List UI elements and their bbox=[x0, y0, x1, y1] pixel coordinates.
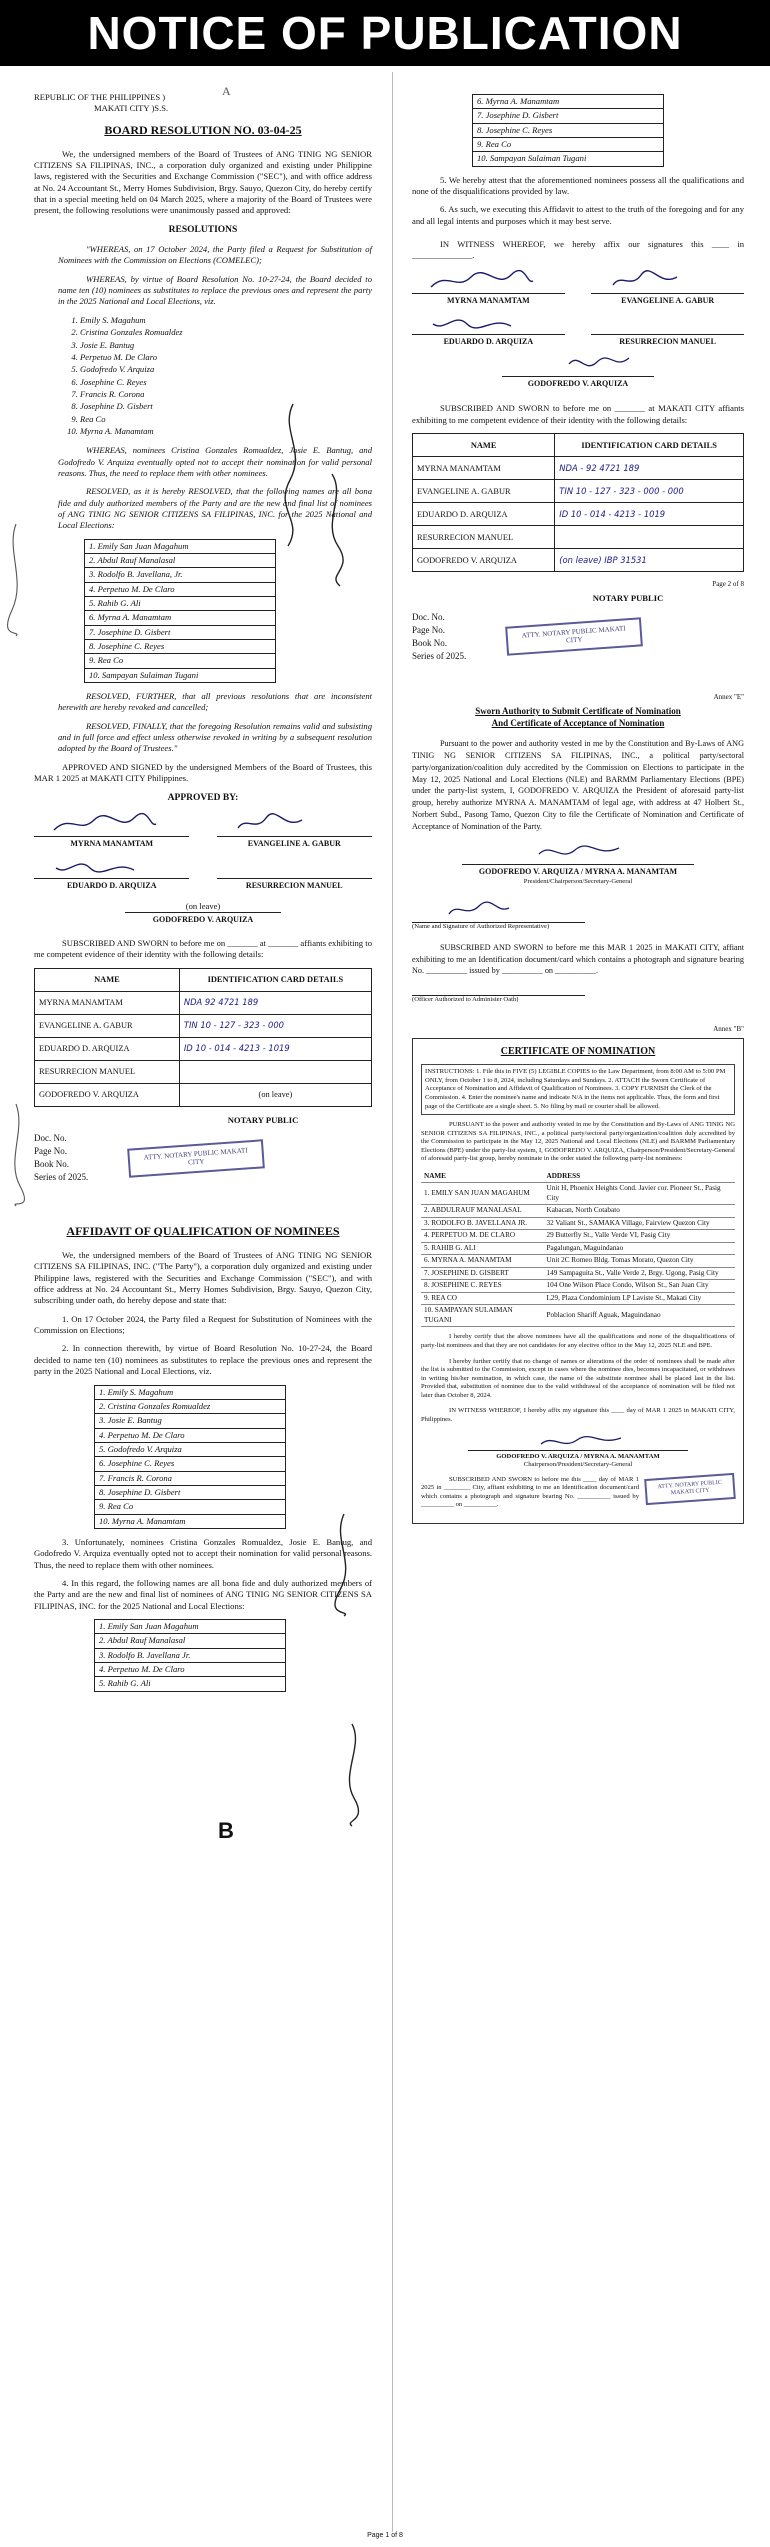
signatory-name: GODOFREDO V. ARQUIZA bbox=[125, 912, 280, 926]
signature-scribble-icon bbox=[591, 269, 744, 293]
table-cell bbox=[179, 1060, 371, 1083]
certificate-certify-1: I hereby certify that the above nominees have all the qualifications and none of the disqualifications of party-list nominees and that they are not candidates for any elective office in the May 12, 2025 NLE and BPE. bbox=[421, 1333, 735, 1349]
table-cell: 3. RODOLFO B. JAVELLANA JR. bbox=[421, 1217, 544, 1230]
page-footer: Page 1 of 8 bbox=[367, 2532, 403, 2539]
table-cell: GODOFREDO V. ARQUIZA bbox=[35, 1083, 180, 1106]
affidavit-item-5: 5. We hereby attest that the aforementioned nominees possess all the qualifications and none of the disqualifications provided by law. bbox=[412, 174, 744, 197]
whereas-3: WHEREAS, nominees Cristina Gonzales Romualdez, Josie E. Bantug, and Godofredo V. Arquiza eventually opted not to accept their nomination for valid personal reasons. Thus, the need to replace them with other nominees. bbox=[58, 445, 372, 478]
certificate-subscribed-block bbox=[421, 1476, 735, 1517]
certificate-witness: IN WITNESS WHEREOF, I hereby affix my signature this ____ day of MAR 1 2025 in MAKATI CITY, Philippines. bbox=[421, 1407, 735, 1423]
affidavit-item-4: 4. In this regard, the following names are all bona fide and duly authorized members of the Party and are the new and final list of nominees of ANG TINIG NG SENIOR CITIZENS SA FILIPINAS, INC. for the 2025 National and Local Elections: bbox=[34, 1577, 372, 1611]
signature-scribble-icon bbox=[512, 840, 744, 864]
signature-scribble-icon bbox=[515, 1432, 735, 1450]
signatory-name: GODOFREDO V. ARQUIZA bbox=[502, 376, 655, 390]
whereas-1: "WHEREAS, on 17 October 2024, the Party filed a Request for Substitution of Nominees with the Commission on Elections (COMELEC); bbox=[58, 244, 372, 266]
table-row bbox=[35, 991, 372, 1014]
sworn-authority-body: Pursuant to the power and authority vested in me by the Constitution and By-Laws of ANG TINIG NG SENIOR CITIZENS SA FILIPINAS, INC., a political party/sectoral party/organization/coalition duly accredited by the Commission on Elections to participate in the May 12, 2025 National and Local Elections (NLE) and BARMM Parliamentary Elections (BPE) under the party-list system, I, GODOFREDO V. ARQUIZA the President of aforesaid party-list group, hereby authorize MYRNA A. MANAMTAM of legal age, with address at 47 Holbert St., Norbert Subd., Pasong Tamo, Quezon City to file the Certificate of Nomination and Certificate of Acceptance of Nomination of the Party. bbox=[412, 738, 744, 832]
table-cell: 8. JOSEPHINE C. REYES bbox=[421, 1280, 544, 1293]
table-cell: GODOFREDO V. ARQUIZA bbox=[413, 549, 555, 572]
on-leave-note: (on leave) bbox=[185, 901, 221, 912]
signature-block bbox=[34, 812, 189, 850]
notary-block bbox=[412, 611, 744, 663]
officer-caption: (Officer Authorized to Administer Oath) bbox=[412, 995, 585, 1005]
margin-signature-icon bbox=[278, 400, 308, 550]
column-header: NAME bbox=[35, 968, 180, 991]
certificate-of-nomination bbox=[412, 1038, 744, 1524]
signatory-name: RESURRECION MANUEL bbox=[217, 878, 372, 892]
table-cell: Unit 2C Romeo Bldg. Tomas Morato, Quezon City bbox=[544, 1255, 735, 1268]
doc-line: Book No. bbox=[34, 1159, 70, 1170]
annex-e-label: Annex "E" bbox=[713, 692, 744, 701]
table-cell: EVANGELINE A. GABUR bbox=[413, 480, 555, 503]
margin-signature-icon bbox=[330, 1510, 360, 1620]
table-cell: TIN 10 - 127 - 323 - 000 bbox=[179, 1014, 371, 1037]
affidavit-intro: We, the undersigned members of the Board of Trustees of ANG TINIG NG SENIOR CITIZENS SA FILIPINAS, INC. ("The Party"), a corporation duly organized and existing under Philippine laws, registered with the Securities and Exchange Commission ("SEC"), and with office address at No. 24 Accountant St., Merry Homes Subdivision, Brgy. Sauyo, Quezon City, subscribing under oath, do hereby depose and state that: bbox=[34, 1250, 372, 1306]
column-header: IDENTIFICATION CARD DETAILS bbox=[555, 434, 744, 457]
list-item: 4. Perpetuo M. De Claro bbox=[95, 1663, 285, 1677]
table-row bbox=[35, 1014, 372, 1037]
signatory-name: RESURRECION MANUEL bbox=[591, 334, 744, 348]
affidavit-item-1: 1. On 17 October 2024, the Party filed a Request for Substitution of Nominees with the Commission on Elections; bbox=[34, 1313, 372, 1336]
signature-row-2 bbox=[34, 854, 372, 892]
notary-public-label: NOTARY PUBLIC bbox=[592, 593, 664, 604]
table-row bbox=[413, 480, 744, 503]
margin-signature-icon bbox=[4, 1100, 28, 1210]
signature-scribble-icon bbox=[34, 854, 189, 878]
table-row bbox=[421, 1280, 735, 1293]
resolved-2: RESOLVED, FURTHER, that all previous resolutions that are inconsistent herewith are hereby revoked and cancelled; bbox=[58, 691, 372, 713]
table-row bbox=[421, 1230, 735, 1243]
new-nominees-list bbox=[84, 539, 276, 683]
sworn-signatory-role: President/Chairperson/Secretary-General bbox=[523, 877, 633, 885]
doc-line: Book No. bbox=[412, 637, 448, 648]
annex-a-mark: A bbox=[222, 84, 231, 98]
affidavit-title: AFFIDAVIT OF QUALIFICATION OF NOMINEES bbox=[66, 1224, 340, 1239]
table-cell: 32 Valiant St., SAMAKA Village, Fairview Quezon City bbox=[544, 1217, 735, 1230]
list-item: 10. Sampayan Sulaiman Tugani bbox=[89, 669, 199, 680]
left-column bbox=[34, 78, 372, 1700]
table-cell: TIN 10 - 127 - 323 - 000 - 000 bbox=[555, 480, 744, 503]
notary-stamp: ATTY. NOTARY PUBLIC MAKATI CITY bbox=[644, 1473, 736, 1506]
signature-block bbox=[591, 310, 744, 348]
list-item: 9. Rea Co bbox=[473, 138, 663, 152]
table-cell: ID 10 - 014 - 4213 - 1019 bbox=[179, 1037, 371, 1060]
certificate-title: CERTIFICATE OF NOMINATION bbox=[500, 1046, 656, 1058]
certificate-subscribed: SUBSCRIBED AND SWORN to before me this ____ day of MAR 1 2025 in ________ City, affiant exhibiting to me an Identification document/card which contains a photograph and signature bearing No. __________ issued by __________ on __________. bbox=[421, 1475, 639, 1509]
table-row bbox=[421, 1217, 735, 1230]
table-row bbox=[421, 1183, 735, 1205]
certificate-body: PURSUANT to the power and authority vested in me by the Constitution and By-Laws of ANG TINIG NG SENIOR CITIZENS SA FILIPINAS, INC., a political party/sectoral party/organization/coalition duly accredited by the Commission to participate in the May 12, 2025 National and Local Elections (NLE) and BARMM Parliamentary Elections (BPE) under the party-list system, I, GODOFREDO V. ARQUIZA, Chairperson/President/Secretary-General of aforesaid party-list group, hereby nominate in the order stated the following party-list nominees: bbox=[421, 1121, 735, 1163]
signature-row-1 bbox=[412, 269, 744, 307]
doc-numbers bbox=[34, 1132, 88, 1184]
signatory-name: EVANGELINE A. GABUR bbox=[217, 836, 372, 850]
signature-block bbox=[412, 269, 565, 307]
annex-b-mark: B bbox=[218, 1818, 234, 1843]
subscribed-sworn: SUBSCRIBED AND SWORN to before me on _______ at _______ affiants exhibiting to me competent evidence of their identity with the following details: bbox=[34, 938, 372, 960]
list-item: 6. Myrna A. Manamtam bbox=[85, 611, 275, 625]
list-item: 2. Cristina Gonzales Romualdez bbox=[95, 1400, 285, 1414]
column-header: NAME bbox=[413, 434, 555, 457]
representative-caption: (Name and Signature of Authorized Representative) bbox=[412, 922, 585, 932]
table-cell: 29 Butterfly St., Valle Verde VI, Pasig City bbox=[544, 1230, 735, 1243]
list-item: 1. Emily San Juan Magahum bbox=[95, 1620, 285, 1634]
list-item: 10. Myrna A. Manamtam bbox=[99, 1515, 186, 1526]
signature-scribble-icon bbox=[412, 269, 565, 293]
list-item: 6. Josephine C. Reyes bbox=[95, 1457, 285, 1471]
approved-and-signed: APPROVED AND SIGNED by the undersigned Members of the Board of Trustees, this MAR 1 2025 at MAKATI CITY Philippines. bbox=[34, 761, 372, 784]
list-item: 5. Godofredo V. Arquiza bbox=[95, 1443, 285, 1457]
list-item: 2. Cristina Gonzales Romualdez bbox=[80, 327, 372, 338]
resolutions-heading: RESOLUTIONS bbox=[168, 224, 238, 235]
signature-block bbox=[217, 812, 372, 850]
table-row bbox=[421, 1267, 735, 1280]
table-header-row bbox=[35, 968, 372, 991]
witness-clause: IN WITNESS WHEREOF, we hereby affix our signatures this ____ in ______________. bbox=[412, 239, 744, 261]
table-cell: NDA - 92 4721 189 bbox=[555, 457, 744, 480]
doc-line: Doc. No. bbox=[412, 611, 445, 622]
whereas-2: WHEREAS, by virtue of Board Resolution No. 10-27-24, the Board decided to name ten (10) nominees as substitutes to replace the previous ones and represent the party in the 2025 National and Local Elections, viz. bbox=[58, 273, 372, 307]
table-cell: 4. PERPETUO M. DE CLARO bbox=[421, 1230, 544, 1243]
list-item: 3. Rodolfo B. Javellana, Jr. bbox=[85, 568, 275, 582]
list-item: 3. Rodolfo B. Javellana Jr. bbox=[95, 1649, 285, 1663]
list-item: 9. Rea Co bbox=[85, 654, 275, 668]
table-cell: MYRNA MANAMTAM bbox=[413, 457, 555, 480]
table-cell: 1. EMILY SAN JUAN MAGAHUM bbox=[421, 1183, 544, 1205]
affidavit-original-list bbox=[94, 1385, 286, 1529]
approved-by-heading: APPROVED BY: bbox=[167, 792, 239, 803]
list-item: 6. Josephine C. Reyes bbox=[80, 377, 372, 388]
table-cell: 7. JOSEPHINE D. GISBERT bbox=[421, 1267, 544, 1280]
signatory-name: EDUARDO D. ARQUIZA bbox=[34, 878, 189, 892]
sworn-authority-title: Sworn Authority to Submit Certificate of Nomination bbox=[475, 706, 681, 717]
table-row bbox=[421, 1255, 735, 1268]
sworn-subscribed: SUBSCRIBED AND SWORN to before me this MAR 1 2025 in MAKATI CITY, affiant exhibiting to me an Identification document/card which contains a photograph and signature bearing No. __________ issued by __________ on __________. bbox=[412, 942, 744, 976]
right-column bbox=[412, 78, 744, 1532]
list-item: 4. Perpetuo M. De Claro bbox=[85, 583, 275, 597]
certificate-instructions: INSTRUCTIONS: 1. File this in FIVE (5) LEGIBLE COPIES to the Law Department, from 8:00 AM to 5:00 PM ONLY, from October 1 to 8, 2024, including Saturdays and Sundays. 2. ATTACH the Sworn Certificate of Acceptance of Nomination and Affidavit of Qualification of Nominees. 3. COPY FURNISH the Clerk of the Commission. 4. Enter the nominee's name and indicate N/A in the items not applicable. Thus, the form and first page of the Certificate are a single sheet. 5. No filing by mail or courier shall be allowed. bbox=[421, 1064, 735, 1115]
signature-block bbox=[217, 854, 372, 892]
city-line: MAKATI CITY )S.S. bbox=[94, 103, 169, 114]
signature-row-2 bbox=[412, 310, 744, 348]
list-item: 7. Josephine D. Gisbert bbox=[473, 109, 663, 123]
table-row bbox=[35, 1083, 372, 1106]
notary-stamp: ATTY. NOTARY PUBLIC MAKATI CITY bbox=[127, 1139, 265, 1177]
banner-title: NOTICE OF PUBLICATION bbox=[0, 0, 770, 66]
table-cell: 5. RAHIB G. ALI bbox=[421, 1242, 544, 1255]
table-cell: 149 Sampaguita St., Valle Verde 2, Brgy. Ugong, Pasig City bbox=[544, 1267, 735, 1280]
doc-line: Series of 2025. bbox=[34, 1172, 89, 1183]
signature-scribble-icon bbox=[545, 352, 744, 376]
signatory-name: MYRNA MANAMTAM bbox=[412, 293, 565, 307]
list-item: 2. Abdul Rauf Manalasal bbox=[95, 1634, 285, 1648]
signature-scribble-icon bbox=[217, 812, 372, 836]
table-cell: Unit H, Phoenix Heights Cond. Javier cor. Pioneer St., Pasig City bbox=[544, 1183, 735, 1205]
list-item: 8. Josephine C. Reyes bbox=[85, 640, 275, 654]
doc-line: Series of 2025. bbox=[412, 650, 467, 661]
table-cell: 6. MYRNA A. MANAMTAM bbox=[421, 1255, 544, 1268]
table-cell: ID 10 - 014 - 4213 - 1019 bbox=[555, 503, 744, 526]
notary-stamp: ATTY. NOTARY PUBLIC MAKATI CITY bbox=[505, 618, 643, 656]
list-item: 6. Myrna A. Manamtam bbox=[473, 95, 663, 109]
table-cell: MYRNA MANAMTAM bbox=[35, 991, 180, 1014]
resolved-3: RESOLVED, FINALLY, that the foregoing Resolution remains valid and subsisting and in full force and effect unless otherwise revoked in writing by a subsequent resolution adopted by the Board of Trustees." bbox=[58, 720, 372, 754]
table-row bbox=[421, 1205, 735, 1218]
list-item: 8. Josephine D. Gisbert bbox=[80, 401, 372, 412]
table-cell: 2. ABDULRAUF MANALASAL bbox=[421, 1205, 544, 1218]
table-row bbox=[35, 1037, 372, 1060]
list-item: 8. Josephine C. Reyes bbox=[473, 124, 663, 138]
list-item: 10. Myrna A. Manamtam bbox=[80, 426, 372, 437]
signatory-name: MYRNA MANAMTAM bbox=[34, 836, 189, 850]
signature-block bbox=[34, 854, 189, 892]
affidavit-item-6: 6. As such, we executing this Affidavit to attest to the truth of the foregoing and for any and all legal intents and purposes which it may best serve. bbox=[412, 204, 744, 226]
table-cell: NDA 92 4721 189 bbox=[179, 991, 371, 1014]
affidavit-item-3: 3. Unfortunately, nominees Cristina Gonzales Romualdez, Josie E. Bantug, and Godofredo V. Arquiza eventually opted not to accept their nomination for valid personal reasons. Thus, the need to replace them with other nominees. bbox=[34, 1536, 372, 1570]
margin-signature-icon bbox=[336, 1720, 366, 1830]
table-row bbox=[413, 549, 744, 572]
board-resolution-title: BOARD RESOLUTION NO. 03-04-25 bbox=[104, 122, 302, 137]
sworn-signatory: GODOFREDO V. ARQUIZA / MYRNA A. MANAMTAM bbox=[462, 864, 694, 878]
table-cell: EVANGELINE A. GABUR bbox=[35, 1014, 180, 1037]
republic-line: REPUBLIC OF THE PHILIPPINES ) bbox=[34, 92, 166, 102]
table-cell: RESURRECION MANUEL bbox=[35, 1060, 180, 1083]
table-row bbox=[413, 457, 744, 480]
list-item: 5. Rahib G. Ali bbox=[99, 1678, 151, 1689]
table-cell: L29, Plaza Condominium LP Laviste St., Makati City bbox=[544, 1292, 735, 1305]
list-item: 4. Perpetuo M. De Claro bbox=[95, 1429, 285, 1443]
certificate-signatory-role: Chairperson/President/Secretary-General bbox=[523, 1461, 633, 1469]
table-header-row bbox=[421, 1171, 735, 1183]
signatory-name: EVANGELINE A. GABUR bbox=[591, 293, 744, 307]
annex-b-label: Annex "B" bbox=[713, 1024, 744, 1033]
list-item: 1. Emily San Juan Magahum bbox=[85, 540, 275, 554]
list-item: 3. Josie E. Bantug bbox=[80, 340, 372, 351]
id-details-table bbox=[412, 433, 744, 572]
table-cell: Kabacan, North Cotabato bbox=[544, 1205, 735, 1218]
list-item: 10. Sampayan Sulaiman Tugani bbox=[477, 153, 587, 164]
table-row bbox=[413, 503, 744, 526]
list-item: 7. Francis R. Corona bbox=[80, 389, 372, 400]
list-item: 4. Perpetuo M. De Claro bbox=[80, 352, 372, 363]
affidavit-item-2: 2. In connection therewith, by virtue of Board Resolution No. 10-27-24, the Board decided to name ten (10) nominees as substitutes to replace the previous ones and represent the party in the 2025 National and Local Elections, viz. bbox=[34, 1343, 372, 1377]
original-nominees-list bbox=[80, 315, 372, 437]
list-item: 7. Francis R. Corona bbox=[95, 1472, 285, 1486]
doc-line: Page No. bbox=[412, 624, 445, 635]
column-divider bbox=[392, 72, 393, 2532]
column-header: NAME bbox=[421, 1171, 544, 1183]
table-cell: Pagalungan, Maguindanao bbox=[544, 1242, 735, 1255]
table-cell: RESURRECION MANUEL bbox=[413, 526, 555, 549]
subscribed-sworn: SUBSCRIBED AND SWORN to before me on _______ at MAKATI CITY affiants exhibiting to me competent evidence of their identity with the following details: bbox=[412, 403, 744, 425]
list-item: 2. Abdul Rauf Manalasal bbox=[85, 554, 275, 568]
table-cell: (on leave) IBP 31531 bbox=[555, 549, 744, 572]
signature-block bbox=[591, 269, 744, 307]
table-row bbox=[421, 1242, 735, 1255]
affidavit-list-continued bbox=[472, 94, 664, 167]
notary-block bbox=[34, 1132, 372, 1184]
margin-signature-icon bbox=[4, 520, 28, 640]
table-row bbox=[421, 1292, 735, 1305]
table-cell: EDUARDO D. ARQUIZA bbox=[413, 503, 555, 526]
table-cell: 104 One Wilson Place Condo, Wilson St., San Juan City bbox=[544, 1280, 735, 1293]
list-item: 3. Josie E. Bantug bbox=[95, 1414, 285, 1428]
list-item: 9. Rea Co bbox=[95, 1500, 285, 1514]
list-item: 1. Emily S. Magahum bbox=[95, 1386, 285, 1400]
nominees-table bbox=[421, 1171, 735, 1328]
column-header: IDENTIFICATION CARD DETAILS bbox=[179, 968, 371, 991]
table-cell: EDUARDO D. ARQUIZA bbox=[35, 1037, 180, 1060]
table-cell: 10. SAMPAYAN SULAIMAN TUGANI bbox=[421, 1305, 544, 1327]
certificate-signatory: GODOFREDO V. ARQUIZA / MYRNA A. MANAMTAM bbox=[468, 1450, 688, 1462]
page-note: Page 2 of 8 bbox=[712, 580, 744, 589]
list-item: 5. Rahib G. Ali bbox=[85, 597, 275, 611]
signature-row-1 bbox=[34, 812, 372, 850]
doc-line: Page No. bbox=[34, 1146, 67, 1157]
table-row bbox=[421, 1305, 735, 1327]
id-details-table bbox=[34, 968, 372, 1107]
resolution-intro: We, the undersigned members of the Board of Trustees of ANG TINIG NG SENIOR CITIZENS SA FILIPINAS, INC., a corporation duly organized and existing under Philippine laws, registered with the Securities and Exchange Commission ("SEC"), and with office address at No. 24 Accountant St., Merry Homes Subdivision, Brgy. Sauyo, Quezon City, do hereby certify that in a special meeting held on 04 March 2025, where a majority of the Board of Trustees were present, the following resolutions were unanimously passed and approved: bbox=[34, 148, 372, 216]
signature-scribble-icon bbox=[34, 812, 189, 836]
list-item: 5. Godofredo V. Arquiza bbox=[80, 364, 372, 375]
list-item: 1. Emily S. Magahum bbox=[80, 315, 372, 326]
signature-scribble-icon bbox=[412, 310, 565, 334]
doc-line: Doc. No. bbox=[34, 1133, 67, 1144]
doc-numbers bbox=[412, 611, 466, 663]
margin-signature-icon bbox=[320, 470, 350, 590]
table-cell bbox=[555, 526, 744, 549]
table-cell: (on leave) bbox=[179, 1083, 371, 1106]
signature-scribble-icon bbox=[412, 898, 744, 922]
table-header-row bbox=[413, 434, 744, 457]
certificate-certify-2: I hereby further certify that no change of names or alterations of the order of nominees shall be made after the list is submitted to the Commission, except in cases where the nominee dies, becomes incapacitated, or withdraws in writing his/her nomination, in which case, the name of the substitute nominee shall be placed last in the list. Provided that, substitution of nominee due to the valid withdrawal of the acceptance of nomination will be filed not later than October 8, 2024. bbox=[421, 1357, 735, 1399]
list-item: 8. Josephine D. Gisbert bbox=[95, 1486, 285, 1500]
signatory-name: EDUARDO D. ARQUIZA bbox=[412, 334, 565, 348]
affidavit-new-list bbox=[94, 1619, 286, 1692]
sworn-authority-subtitle: And Certificate of Acceptance of Nomination bbox=[491, 717, 665, 728]
list-item: 7. Josephine D. Gisbert bbox=[85, 626, 275, 640]
table-row bbox=[35, 1060, 372, 1083]
column-header: ADDRESS bbox=[544, 1171, 735, 1183]
notary-public-label: NOTARY PUBLIC bbox=[227, 1114, 299, 1125]
list-item: 9. Rea Co bbox=[80, 414, 372, 425]
table-cell: 9. REA CO bbox=[421, 1292, 544, 1305]
signature-block bbox=[412, 310, 565, 348]
table-row bbox=[413, 526, 744, 549]
table-cell: Poblacion Shariff Aguak, Maguindanao bbox=[544, 1305, 735, 1327]
resolved-1: RESOLVED, as it is hereby RESOLVED, that the following names are all bona fide and duly authorized members of the Party and are the new and final list of nominees of ANG TINIG NG SENIOR CITIZENS SA FILIPINAS, INC. for the 2025 National and Local Elections: bbox=[58, 486, 372, 531]
